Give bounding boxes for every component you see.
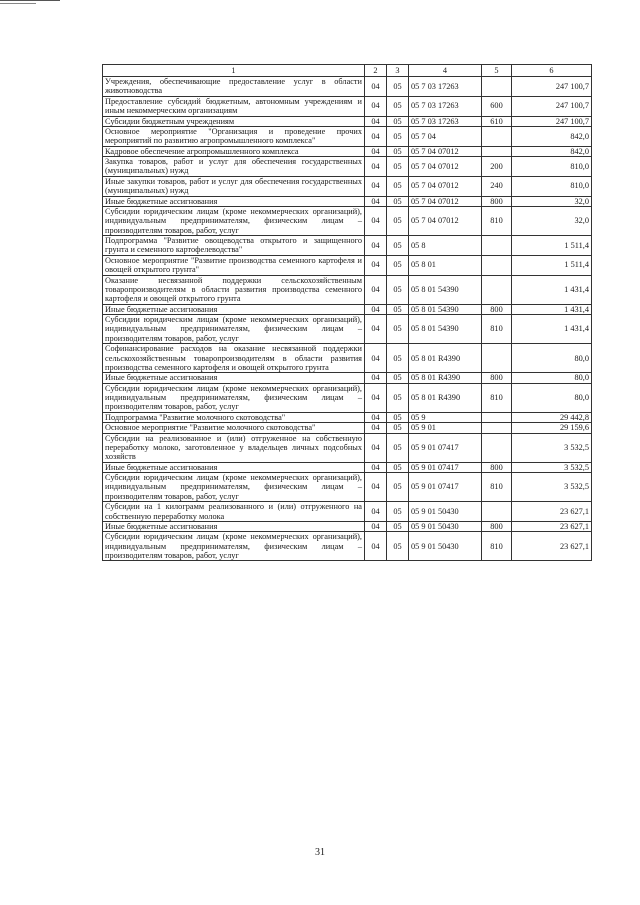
row-amount-cell: 1 511,4 <box>512 236 592 256</box>
row-target-code-cell: 05 7 03 17263 <box>409 116 482 126</box>
row-section-cell: 04 <box>365 77 387 97</box>
row-section-cell: 04 <box>365 532 387 561</box>
row-name-cell: Субсидии юридическим лицам (кроме некоммерческих организаций), индивидуальным предпринимателям, физическим лицам – производителям товаров, работ, услуг <box>103 206 365 235</box>
row-subsection-cell: 05 <box>387 433 409 462</box>
row-name-cell: Субсидии юридическим лицам (кроме некоммерческих организаций), индивидуальным предпринимателям, физическим лицам – производителям товаров, работ, услуг <box>103 473 365 502</box>
row-amount-cell: 29 159,6 <box>512 423 592 433</box>
row-expense-type-cell <box>482 423 512 433</box>
row-target-code-cell: 05 7 04 07012 <box>409 196 482 206</box>
table-row <box>103 315 592 344</box>
row-subsection-cell: 05 <box>387 206 409 235</box>
row-amount-cell: 247 100,7 <box>512 96 592 116</box>
row-subsection-cell: 05 <box>387 502 409 522</box>
row-expense-type-cell: 810 <box>482 315 512 344</box>
row-subsection-cell: 05 <box>387 462 409 472</box>
row-section-cell: 04 <box>365 116 387 126</box>
row-amount-cell: 23 627,1 <box>512 521 592 531</box>
row-section-cell: 04 <box>365 236 387 256</box>
header-col-3: 3 <box>387 65 409 77</box>
row-subsection-cell: 05 <box>387 412 409 422</box>
row-expense-type-cell <box>482 255 512 275</box>
table-row <box>103 126 592 146</box>
row-expense-type-cell: 610 <box>482 116 512 126</box>
row-amount-cell: 1 431,4 <box>512 315 592 344</box>
row-expense-type-cell: 810 <box>482 383 512 412</box>
table-row <box>103 176 592 196</box>
header-col-5: 5 <box>482 65 512 77</box>
table-row <box>103 77 592 97</box>
row-target-code-cell: 05 9 01 07417 <box>409 433 482 462</box>
row-section-cell: 04 <box>365 373 387 383</box>
table-row <box>103 423 592 433</box>
row-name-cell: Учреждения, обеспечивающие предоставление услуг в области животноводства <box>103 77 365 97</box>
row-target-code-cell: 05 7 04 07012 <box>409 146 482 156</box>
row-amount-cell: 29 442,8 <box>512 412 592 422</box>
row-target-code-cell: 05 9 01 50430 <box>409 532 482 561</box>
table-row <box>103 521 592 531</box>
row-amount-cell: 1 431,4 <box>512 304 592 314</box>
row-subsection-cell: 05 <box>387 423 409 433</box>
row-name-cell: Основное мероприятие "Организация и проведение прочих мероприятий по развитию агропромышленного комплекса" <box>103 126 365 146</box>
row-expense-type-cell: 200 <box>482 157 512 177</box>
row-target-code-cell: 05 8 01 54390 <box>409 275 482 304</box>
row-subsection-cell: 05 <box>387 275 409 304</box>
table-row <box>103 462 592 472</box>
row-section-cell: 04 <box>365 275 387 304</box>
row-subsection-cell: 05 <box>387 146 409 156</box>
row-section-cell: 04 <box>365 255 387 275</box>
row-amount-cell: 3 532,5 <box>512 462 592 472</box>
table-row <box>103 304 592 314</box>
row-section-cell: 04 <box>365 383 387 412</box>
table-row <box>103 412 592 422</box>
header-col-4: 4 <box>409 65 482 77</box>
row-name-cell: Иные бюджетные ассигнования <box>103 373 365 383</box>
row-section-cell: 04 <box>365 304 387 314</box>
row-amount-cell: 32,0 <box>512 196 592 206</box>
row-target-code-cell: 05 9 01 <box>409 423 482 433</box>
row-subsection-cell: 05 <box>387 473 409 502</box>
row-name-cell: Предоставление субсидий бюджетным, автономным учреждениям и иным некоммерческим организациям <box>103 96 365 116</box>
row-expense-type-cell: 810 <box>482 473 512 502</box>
row-expense-type-cell <box>482 236 512 256</box>
table-row <box>103 206 592 235</box>
row-expense-type-cell <box>482 126 512 146</box>
row-section-cell: 04 <box>365 462 387 472</box>
row-name-cell: Основное мероприятие "Развитие производства семенного картофеля и овощей открытого грунта" <box>103 255 365 275</box>
row-expense-type-cell <box>482 77 512 97</box>
row-subsection-cell: 05 <box>387 77 409 97</box>
row-subsection-cell: 05 <box>387 344 409 373</box>
row-section-cell: 04 <box>365 196 387 206</box>
row-subsection-cell: 05 <box>387 126 409 146</box>
row-expense-type-cell: 800 <box>482 196 512 206</box>
row-target-code-cell: 05 9 01 07417 <box>409 473 482 502</box>
header-col-1: 1 <box>103 65 365 77</box>
row-subsection-cell: 05 <box>387 236 409 256</box>
row-target-code-cell: 05 8 01 54390 <box>409 315 482 344</box>
row-name-cell: Основное мероприятие "Развитие молочного скотоводства" <box>103 423 365 433</box>
row-section-cell: 04 <box>365 412 387 422</box>
row-name-cell: Субсидии юридическим лицам (кроме некоммерческих организаций), индивидуальным предпринимателям, физическим лицам – производителям товаров, работ, услуг <box>103 532 365 561</box>
row-target-code-cell: 05 8 01 54390 <box>409 304 482 314</box>
row-section-cell: 04 <box>365 473 387 502</box>
row-name-cell: Софинансирование расходов на оказание несвязанной поддержки сельскохозяйственным товаропроизводителям в области развития производства семенного картофеля и овощей открытого грунта <box>103 344 365 373</box>
row-name-cell: Подпрограмма "Развитие молочного скотоводства" <box>103 412 365 422</box>
row-name-cell: Иные бюджетные ассигнования <box>103 521 365 531</box>
row-name-cell: Иные бюджетные ассигнования <box>103 304 365 314</box>
row-section-cell: 04 <box>365 423 387 433</box>
row-target-code-cell: 05 9 <box>409 412 482 422</box>
row-section-cell: 04 <box>365 433 387 462</box>
row-section-cell: 04 <box>365 315 387 344</box>
row-subsection-cell: 05 <box>387 315 409 344</box>
row-target-code-cell: 05 8 <box>409 236 482 256</box>
row-expense-type-cell: 600 <box>482 96 512 116</box>
row-name-cell: Закупка товаров, работ и услуг для обеспечения государственных (муниципальных) нужд <box>103 157 365 177</box>
table-row <box>103 196 592 206</box>
row-amount-cell: 80,0 <box>512 373 592 383</box>
row-name-cell: Оказание несвязанной поддержки сельскохозяйственным товаропроизводителям в области развития производства семенного картофеля и овощей открытого грунта <box>103 275 365 304</box>
row-target-code-cell: 05 9 01 07417 <box>409 462 482 472</box>
row-amount-cell: 23 627,1 <box>512 502 592 522</box>
table-row <box>103 116 592 126</box>
row-target-code-cell: 05 8 01 R4390 <box>409 344 482 373</box>
table-row <box>103 255 592 275</box>
page-number: 31 <box>315 847 325 858</box>
row-subsection-cell: 05 <box>387 304 409 314</box>
table-row <box>103 275 592 304</box>
row-target-code-cell: 05 8 01 R4390 <box>409 373 482 383</box>
row-expense-type-cell: 800 <box>482 304 512 314</box>
row-amount-cell: 80,0 <box>512 383 592 412</box>
row-target-code-cell: 05 7 03 17263 <box>409 96 482 116</box>
row-amount-cell: 3 532,5 <box>512 473 592 502</box>
row-target-code-cell: 05 9 01 50430 <box>409 502 482 522</box>
header-col-2: 2 <box>365 65 387 77</box>
top-left-rule-short <box>0 3 36 4</box>
header-col-6: 6 <box>512 65 592 77</box>
row-expense-type-cell: 800 <box>482 521 512 531</box>
row-amount-cell: 810,0 <box>512 157 592 177</box>
row-target-code-cell: 05 7 04 07012 <box>409 176 482 196</box>
row-expense-type-cell <box>482 146 512 156</box>
row-expense-type-cell <box>482 502 512 522</box>
row-expense-type-cell <box>482 344 512 373</box>
table-row <box>103 344 592 373</box>
row-name-cell: Кадровое обеспечение агропромышленного комплекса <box>103 146 365 156</box>
row-expense-type-cell: 240 <box>482 176 512 196</box>
row-expense-type-cell: 810 <box>482 532 512 561</box>
row-section-cell: 04 <box>365 206 387 235</box>
row-section-cell: 04 <box>365 344 387 373</box>
row-expense-type-cell <box>482 433 512 462</box>
row-target-code-cell: 05 9 01 50430 <box>409 521 482 531</box>
row-expense-type-cell <box>482 412 512 422</box>
table-row <box>103 383 592 412</box>
row-amount-cell: 1 511,4 <box>512 255 592 275</box>
row-target-code-cell: 05 7 04 <box>409 126 482 146</box>
row-amount-cell: 3 532,5 <box>512 433 592 462</box>
row-section-cell: 04 <box>365 96 387 116</box>
row-amount-cell: 810,0 <box>512 176 592 196</box>
row-section-cell: 04 <box>365 502 387 522</box>
budget-table <box>102 64 592 561</box>
row-target-code-cell: 05 7 04 07012 <box>409 206 482 235</box>
row-amount-cell: 32,0 <box>512 206 592 235</box>
row-name-cell: Иные закупки товаров, работ и услуг для обеспечения государственных (муниципальных) нужд <box>103 176 365 196</box>
row-expense-type-cell: 800 <box>482 462 512 472</box>
row-section-cell: 04 <box>365 146 387 156</box>
row-section-cell: 04 <box>365 126 387 146</box>
row-subsection-cell: 05 <box>387 521 409 531</box>
row-amount-cell: 247 100,7 <box>512 77 592 97</box>
row-subsection-cell: 05 <box>387 96 409 116</box>
row-amount-cell: 80,0 <box>512 344 592 373</box>
row-name-cell: Субсидии бюджетным учреждениям <box>103 116 365 126</box>
row-expense-type-cell: 810 <box>482 206 512 235</box>
row-subsection-cell: 05 <box>387 116 409 126</box>
row-subsection-cell: 05 <box>387 532 409 561</box>
row-expense-type-cell <box>482 275 512 304</box>
row-name-cell: Субсидии юридическим лицам (кроме некоммерческих организаций), индивидуальным предпринимателям, физическим лицам – производителям товаров, работ, услуг <box>103 315 365 344</box>
row-name-cell: Подпрограмма "Развитие овощеводства открытого и защищенного грунта и семенного картофелеводства" <box>103 236 365 256</box>
row-target-code-cell: 05 7 03 17263 <box>409 77 482 97</box>
table-row <box>103 157 592 177</box>
top-left-rule <box>0 0 60 1</box>
row-target-code-cell: 05 8 01 <box>409 255 482 275</box>
table-row <box>103 96 592 116</box>
row-subsection-cell: 05 <box>387 383 409 412</box>
row-amount-cell: 842,0 <box>512 146 592 156</box>
row-name-cell: Субсидии юридическим лицам (кроме некоммерческих организаций), индивидуальным предпринимателям, физическим лицам – производителям товаров, работ, услуг <box>103 383 365 412</box>
row-target-code-cell: 05 7 04 07012 <box>409 157 482 177</box>
table-row <box>103 473 592 502</box>
row-subsection-cell: 05 <box>387 373 409 383</box>
table-row <box>103 433 592 462</box>
table-row <box>103 146 592 156</box>
row-name-cell: Субсидии на 1 килограмм реализованного и (или) отгруженного на собственную переработку молока <box>103 502 365 522</box>
row-amount-cell: 1 431,4 <box>512 275 592 304</box>
row-name-cell: Иные бюджетные ассигнования <box>103 462 365 472</box>
row-name-cell: Субсидии на реализованное и (или) отгруженное на собственную переработку молоко, заготовленное у владельцев личных подсобных хозяйств <box>103 433 365 462</box>
row-section-cell: 04 <box>365 521 387 531</box>
table-row <box>103 502 592 522</box>
table-row <box>103 373 592 383</box>
row-subsection-cell: 05 <box>387 157 409 177</box>
row-subsection-cell: 05 <box>387 176 409 196</box>
row-subsection-cell: 05 <box>387 196 409 206</box>
row-name-cell: Иные бюджетные ассигнования <box>103 196 365 206</box>
row-section-cell: 04 <box>365 157 387 177</box>
row-subsection-cell: 05 <box>387 255 409 275</box>
row-amount-cell: 23 627,1 <box>512 532 592 561</box>
row-expense-type-cell: 800 <box>482 373 512 383</box>
table-row <box>103 236 592 256</box>
row-amount-cell: 842,0 <box>512 126 592 146</box>
table-header-row <box>103 65 592 77</box>
row-target-code-cell: 05 8 01 R4390 <box>409 383 482 412</box>
row-amount-cell: 247 100,7 <box>512 116 592 126</box>
row-section-cell: 04 <box>365 176 387 196</box>
table-row <box>103 532 592 561</box>
